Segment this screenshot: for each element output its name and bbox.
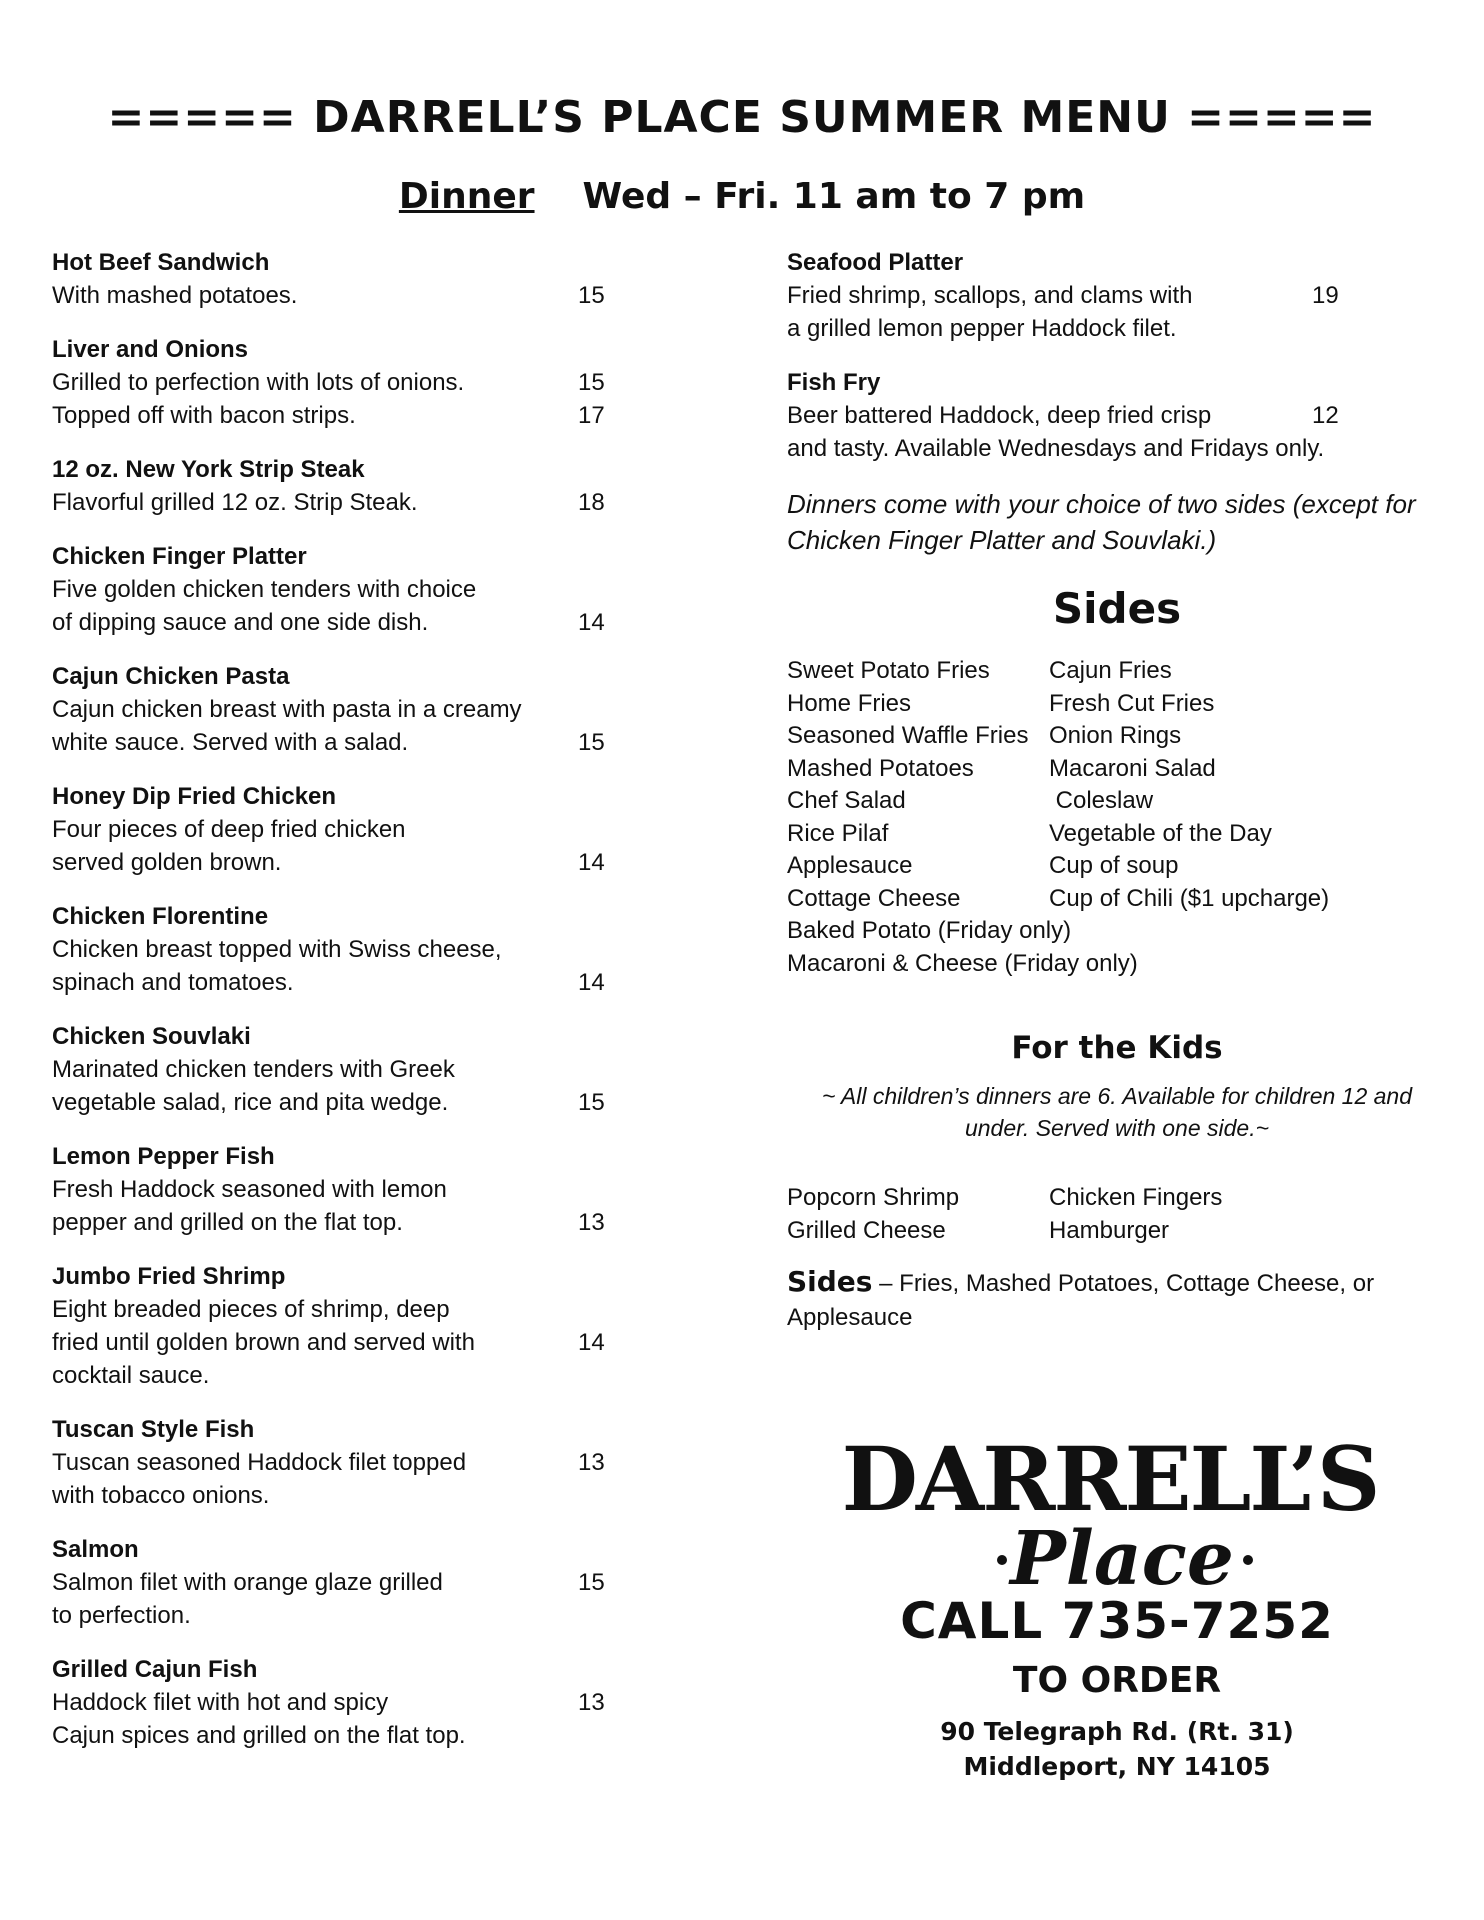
menu-item-name: Grilled Cajun Fish — [52, 1656, 258, 1683]
menu-item-price: 19 — [1312, 282, 1339, 309]
side-item: Rice Pilaf — [787, 819, 889, 847]
kids-sides-text: – Fries, Mashed Potatoes, Cottage Cheese, or Applesauce — [787, 1270, 1375, 1331]
menu-item-price: 14 — [578, 969, 605, 996]
menu-item-description: Beer battered Haddock, deep fried crisp — [787, 402, 1212, 429]
kids-heading: For the Kids — [1011, 1030, 1223, 1066]
menu-item — [52, 660, 612, 759]
right-column — [787, 246, 1447, 1335]
side-item: Vegetable of the Day — [1049, 819, 1272, 847]
menu-item-description-line — [52, 726, 612, 759]
menu-item-description-line — [52, 846, 612, 879]
side-item: Chef Salad — [787, 787, 906, 814]
menu-item-description: Haddock filet with hot and spicy — [52, 1689, 389, 1716]
menu-item-description: of dipping sauce and one side dish. — [52, 609, 429, 636]
menu-item-description: Cajun chicken breast with pasta in a creamy — [52, 696, 522, 723]
side-item: Applesauce — [787, 852, 913, 879]
menu-item-description: With mashed potatoes. — [52, 282, 298, 309]
menu-item-name: Hot Beef Sandwich — [52, 249, 270, 276]
dinner-subheading — [0, 176, 1484, 217]
menu-item-description-line — [52, 1293, 612, 1326]
menu-item-price: 14 — [578, 849, 605, 876]
dinner-sides-note: Dinners come with your choice of two sides (except for Chicken Finger Platter and Souvlaki.) — [787, 489, 1416, 555]
side-item: Cajun Fries — [1049, 657, 1172, 684]
menu-item-description-line — [52, 933, 612, 966]
menu-item — [52, 540, 612, 639]
menu-item-price: 18 — [578, 489, 605, 516]
menu-item-description-line — [787, 279, 1447, 312]
menu-item-description-line — [787, 432, 1447, 465]
menu-item-description: spinach and tomatoes. — [52, 969, 294, 996]
menu-item-name: 12 oz. New York Strip Steak — [52, 456, 365, 483]
sides-singles-list — [787, 915, 1447, 980]
menu-item-description-line — [52, 399, 612, 432]
menu-item-name: Chicken Florentine — [52, 903, 269, 930]
menu-item-name: Seafood Platter — [787, 249, 964, 276]
menu-item-description: Eight breaded pieces of shrimp, deep — [52, 1296, 450, 1323]
to-order: TO ORDER — [1012, 1660, 1222, 1701]
menu-item-description-line — [52, 486, 612, 519]
menu-item-description-line — [52, 1599, 612, 1632]
menu-item-description: vegetable salad, rice and pita wedge. — [52, 1089, 449, 1116]
menu-item-name: Liver and Onions — [52, 336, 249, 363]
menu-item — [787, 366, 1447, 465]
menu-item-description: Fried shrimp, scallops, and clams with — [787, 282, 1193, 309]
menu-item-price: 13 — [578, 1449, 605, 1476]
menu-item — [52, 780, 612, 879]
menu-item-price: 15 — [578, 369, 605, 396]
menu-item-description: pepper and grilled on the flat top. — [52, 1209, 403, 1236]
menu-item-description: Chicken breast topped with Swiss cheese, — [52, 936, 502, 963]
side-item: Macaroni & Cheese (Friday only) — [787, 949, 1138, 977]
menu-item — [52, 1140, 612, 1239]
menu-item — [52, 246, 612, 312]
menu-item-price: 13 — [578, 1689, 605, 1716]
menu-item — [52, 900, 612, 999]
side-item: Cottage Cheese — [787, 884, 961, 912]
menu-item-description: Five golden chicken tenders with choice — [52, 576, 477, 603]
menu-item-name: Salmon — [52, 1536, 139, 1563]
menu-item-description-line — [52, 606, 612, 639]
menu-item-description-line — [52, 813, 612, 846]
menu-item-description: cocktail sauce. — [52, 1362, 210, 1389]
address-line2: Middleport, NY 14105 — [963, 1752, 1271, 1781]
menu-item-name: Chicken Souvlaki — [52, 1023, 251, 1050]
menu-item-description-line — [52, 966, 612, 999]
menu-item — [52, 1260, 612, 1392]
menu-item-description: Fresh Haddock seasoned with lemon — [52, 1176, 447, 1203]
menu-item — [52, 1533, 612, 1632]
menu-item — [52, 1413, 612, 1512]
menu-item-price: 15 — [578, 1089, 605, 1116]
dinner-right-items — [787, 246, 1447, 465]
kids-item: Hamburger — [1049, 1216, 1170, 1244]
menu-item-name: Lemon Pepper Fish — [52, 1143, 275, 1170]
menu-item-description: served golden brown. — [52, 849, 282, 876]
menu-item-price: 15 — [578, 282, 605, 309]
kids-item: Grilled Cheese — [787, 1216, 946, 1244]
side-item: Home Fries — [787, 689, 912, 717]
menu-item-name: Fish Fry — [787, 369, 881, 396]
menu-item-description-line — [52, 1479, 612, 1512]
sides-heading: Sides — [1052, 584, 1182, 633]
logo-dot-left — [997, 1555, 1007, 1565]
call-phone: CALL 735-7252 — [900, 1592, 1334, 1650]
dinner-label: Dinner — [398, 176, 535, 217]
menu-item-description-line — [52, 1566, 612, 1599]
menu-item-description-line — [52, 1053, 612, 1086]
menu-item-description-line — [52, 573, 612, 606]
menu-item-price: 14 — [578, 1329, 605, 1356]
menu-item-price: 13 — [578, 1209, 605, 1236]
side-item: Mashed Potatoes — [787, 754, 974, 782]
menu-item-description-line — [52, 1686, 612, 1719]
menu-item — [787, 246, 1447, 345]
menu-item — [52, 333, 612, 432]
kids-sides-label: Sides — [787, 1265, 873, 1298]
address-line1: 90 Telegraph Rd. (Rt. 31) — [940, 1717, 1294, 1746]
menu-item-description-line — [52, 279, 612, 312]
menu-item-description-line — [52, 693, 612, 726]
side-item: Cup of Chili ($1 upcharge) — [1049, 884, 1330, 912]
menu-item-description-line — [52, 1086, 612, 1119]
menu-item-name: Chicken Finger Platter — [52, 543, 307, 570]
menu-item-description: and tasty. Available Wednesdays and Fridays only. — [787, 435, 1325, 462]
kids-sides — [787, 1265, 1447, 1335]
menu-item-price: 15 — [578, 1569, 605, 1596]
logo-dot-right — [1243, 1555, 1253, 1565]
menu-item-description: white sauce. Served with a salad. — [52, 729, 409, 756]
menu-item-description: Salmon filet with orange glaze grilled — [52, 1569, 443, 1596]
menu-item-price: 14 — [578, 609, 605, 636]
side-item: Cup of soup — [1049, 852, 1179, 879]
side-item: Macaroni Salad — [1049, 754, 1216, 782]
side-item: Fresh Cut Fries — [1049, 689, 1215, 717]
menu-item-description: Topped off with bacon strips. — [52, 402, 356, 429]
menu-item-description-line — [787, 312, 1447, 345]
menu-item-description: Tuscan seasoned Haddock filet topped — [52, 1449, 467, 1476]
menu-item-description-line — [52, 1359, 612, 1392]
menu-item-description-line — [52, 1326, 612, 1359]
logo-line1: DARRELL’S — [841, 1427, 1379, 1531]
menu-item-description-line — [52, 1719, 612, 1752]
menu-item-description: Marinated chicken tenders with Greek — [52, 1056, 455, 1083]
kids-item: Chicken Fingers — [1049, 1184, 1223, 1211]
menu-item-price: 15 — [578, 729, 605, 756]
kids-item: Popcorn Shrimp — [787, 1184, 960, 1211]
dinner-hours: Wed – Fri. 11 am to 7 pm — [582, 176, 1086, 217]
menu-title: ===== DARRELL’S PLACE SUMMER MENU ===== — [107, 92, 1377, 143]
sides-list — [787, 655, 1447, 915]
side-item: Sweet Potato Fries — [787, 657, 990, 684]
menu-item-price: 12 — [1312, 402, 1339, 429]
logo-line2: Place — [1010, 1516, 1234, 1602]
menu-item-name: Honey Dip Fried Chicken — [52, 783, 337, 810]
darrells-place-logo — [841, 1418, 1379, 1602]
side-item: Onion Rings — [1049, 722, 1182, 749]
kids-note: ~ All children’s dinners are 6. Available for children 12 and under. Served with one side.~ — [821, 1083, 1413, 1141]
side-item: Baked Potato (Friday only) — [787, 917, 1072, 944]
menu-item-name: Cajun Chicken Pasta — [52, 663, 290, 690]
address — [787, 1714, 1447, 1784]
kids-items-list — [787, 1182, 1447, 1247]
menu-item-description-line — [52, 1173, 612, 1206]
menu-item — [52, 1653, 612, 1752]
menu-item-description: Four pieces of deep fried chicken — [52, 816, 406, 843]
menu-item-description-line — [787, 399, 1447, 432]
menu-item-name: Jumbo Fried Shrimp — [52, 1263, 286, 1290]
menu-item-description-line — [52, 366, 612, 399]
menu-item-description: with tobacco onions. — [52, 1482, 270, 1509]
menu-item-description: fried until golden brown and served with — [52, 1329, 475, 1356]
menu-item-description: Grilled to perfection with lots of onions. — [52, 369, 465, 396]
menu-item-name: Tuscan Style Fish — [52, 1416, 255, 1443]
side-item: Seasoned Waffle Fries — [787, 722, 1029, 749]
menu-item — [52, 453, 612, 519]
menu-item-description: Flavorful grilled 12 oz. Strip Steak. — [52, 489, 418, 516]
menu-item-description: to perfection. — [52, 1602, 191, 1629]
menu-item-price: 17 — [578, 402, 605, 429]
menu-item-description: a grilled lemon pepper Haddock filet. — [787, 315, 1177, 342]
menu-item-description-line — [52, 1446, 612, 1479]
menu-item — [52, 1020, 612, 1119]
menu-item-description-line — [52, 1206, 612, 1239]
menu-item-description: Cajun spices and grilled on the flat top. — [52, 1722, 466, 1749]
dinner-left-column — [52, 246, 612, 1773]
side-item: Coleslaw — [1049, 787, 1154, 814]
